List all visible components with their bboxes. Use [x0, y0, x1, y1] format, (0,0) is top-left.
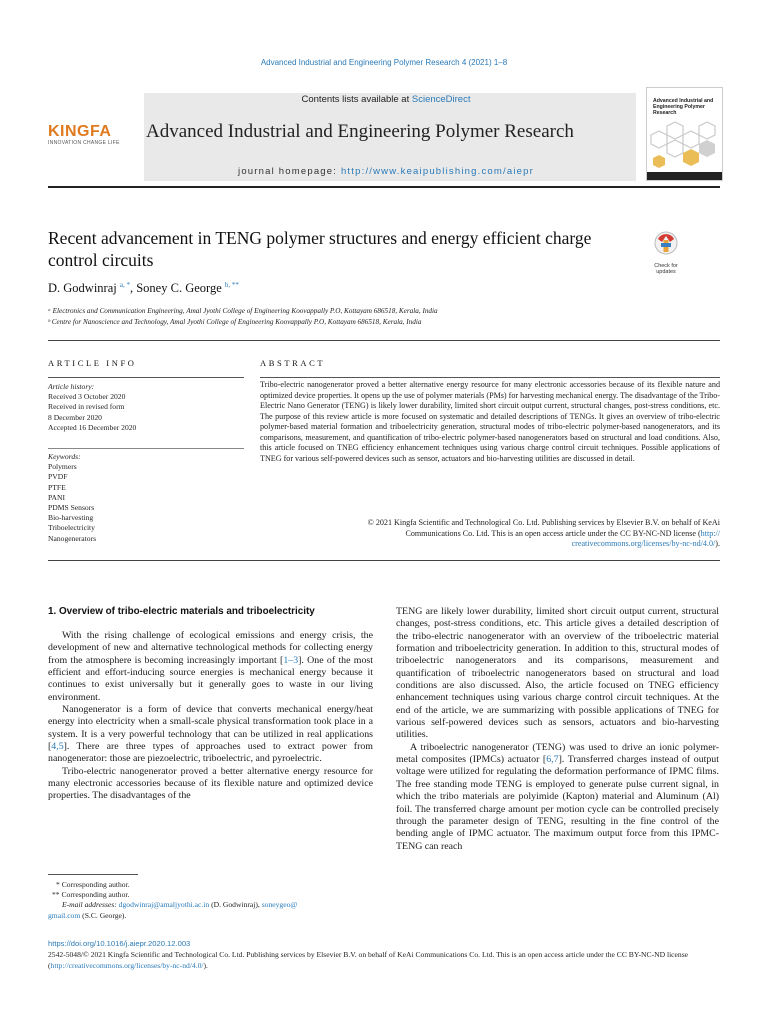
title-rule: [48, 340, 720, 341]
author-name[interactable]: Soney C. George: [136, 281, 222, 295]
citation-link[interactable]: 6,7: [546, 754, 559, 766]
keywords-label: Keywords:: [48, 452, 81, 461]
copyright-end: ).: [715, 539, 720, 549]
abstract-bottom-rule: [48, 560, 720, 561]
copyright-line-3: [260, 539, 720, 550]
logo-name: KINGFA: [48, 123, 112, 140]
body-column-right: [396, 606, 719, 853]
copyright-text: Communications Co. Ltd. This is an open access article under the CC BY-NC-ND license (: [405, 528, 701, 538]
keyword: PVDF: [48, 472, 68, 482]
citation-link[interactable]: 4,5: [51, 741, 64, 753]
contents-line: [144, 94, 628, 105]
homepage-prefix: journal homepage:: [238, 166, 341, 177]
keyword: PANI: [48, 492, 66, 502]
article-info-rule: [48, 377, 244, 378]
author-separator: ,: [129, 281, 137, 295]
journal-reference[interactable]: Advanced Industrial and Engineering Polymer Research 4 (2021) 1–8: [260, 58, 508, 67]
footnote: ** Corresponding author.: [52, 890, 130, 900]
affiliation-a: ᵃ Electronics and Communication Engineering, Amal Jyothi College of Engineering Koovappally P.O, Kottayam 686518, Kerala, India: [48, 307, 438, 315]
copyright-line-1: © 2021 Kingfa Scientific and Technological Co. Ltd. Publishing services by Elsevier B.V. on behalf of KeAi: [367, 518, 720, 527]
citation-link[interactable]: 1–3: [283, 654, 299, 666]
history-line: Received 3 October 2020: [48, 392, 126, 402]
article-info-heading: ARTICLE INFO: [48, 358, 137, 368]
cover-hexagon-graphic: [647, 88, 722, 180]
email-link[interactable]: soneygeo@: [261, 900, 298, 910]
author-affiliation-mark[interactable]: b, **: [224, 281, 239, 289]
author-list: [48, 281, 239, 296]
logo-tagline: INNOVATION CHANGE LIFE: [48, 140, 120, 146]
journal-cover-thumbnail[interactable]: [646, 87, 723, 181]
doi-link[interactable]: https://doi.org/10.1016/j.aiepr.2020.12.003: [48, 939, 191, 948]
body-paragraph: Tribo-electric nanogenerator proved a better alternative energy resource for many electronic accessories because of its flexible nature and optimized device properties. The disadvantages of the: [48, 765, 373, 802]
email-label: E-mail addresses:: [62, 900, 119, 910]
keywords-rule: [48, 448, 244, 449]
journal-title: Advanced Industrial and Engineering Polymer Research: [146, 121, 574, 142]
license-link[interactable]: http://: [700, 528, 720, 538]
header-rule: [48, 186, 720, 188]
email-link[interactable]: dgodwinraj@amaljyothi.ac.in: [118, 900, 210, 910]
issn-license-line: [48, 950, 720, 971]
text: With the rising challenge of ecological emissions and energy crisis, the development of new and alternative technological methods for collecting energy from the atmosphere is becoming increasingly important [: [48, 630, 373, 666]
author-affiliation-mark[interactable]: a, *: [119, 281, 130, 289]
affiliations: [48, 306, 438, 328]
footnotes: [48, 880, 373, 921]
email-name: (D. Godwinraj),: [209, 900, 262, 910]
issn-text: 2542-5048/© 2021 Kingfa Scientific and Technological Co. Ltd. Publishing services by Elsevier B.V. on behalf of KeAi Communications Co. Ltd. This is an open access article under the CC BY-NC-ND license (: [48, 950, 689, 970]
text: Nanogenerator is a form of device that converts mechanical energy/heat energy into electricity when a small-scale physical transformation took place in a system. It is a very powerful technology that can be utilized in real applications [: [48, 704, 373, 753]
keyword: Bio-harvesting: [48, 513, 94, 523]
history-line: Received in revised form: [48, 402, 125, 412]
crossmark-label-2: updates: [656, 269, 676, 275]
keyword: PDMS Sensors: [48, 503, 95, 513]
paper-title: Recent advancement in TENG polymer structures and energy efficient charge control circuits: [48, 228, 592, 270]
email-footnote: [48, 900, 373, 910]
kingfa-logo: [48, 124, 138, 154]
abstract-text: Tribo-electric nanogenerator proved a better alternative energy resource for many electronic accessories because of its flexible nature and optimized device properties. It opens up the use of polymer materials (PMs) for harvesting mechanical energy. The disadvantage of the Tribo-Electric Nano Generator (TENG) is likely lower durability, limited short circuit output current, structural changes, post-stress conditions, etc. The purpose of this review article is more focused on systematic and detailed descriptions of TENGs. It gives an overview of tribo-electric polymer-based material formation and triboelectricity generation, structural modes of tribo-electric polymer-based nanogenerators, and its comparisons, measurement, and quantification of tribo-electric polymer-based nanogenerators based on structural and load conditions. Also, this article focused on TNEG efficiency enhancement techniques using various charge control circuit techniques. Possible applications of TNEG for various self-powered devices such as sensor, actuators and bio-harvesting utilities are discussed in detail.: [260, 380, 720, 463]
keyword: Triboelectricity: [48, 523, 95, 533]
section-1-heading: 1. Overview of tribo-electric materials and triboelectricity: [48, 606, 315, 617]
footnote-rule: [48, 874, 138, 875]
email-link[interactable]: gmail.com: [48, 910, 81, 920]
crossmark-label-1: Check for: [654, 263, 678, 269]
check-for-updates-badge[interactable]: [646, 230, 686, 275]
abstract-heading: ABSTRACT: [260, 358, 326, 368]
keyword: PTFE: [48, 482, 66, 492]
text: ]. Transferred charges instead of output voltage were utilized for regulating the deformation performance of IPMC films. The free standing mode TENG is employed to generate pulse current signal, in which the tribo materials are polyimide (Kapton) material and Aluminum (Al) foil. The transferred charge amount per motion cycle can be controlled precisely through the parameter design of TENG, resulting in the fine control of the bending angle of IPMC actuator. The maximum output force from this IPMC-TENG can reach: [396, 754, 719, 852]
issn-end: ).: [203, 960, 208, 970]
license-link[interactable]: http://creativecommons.org/licenses/by-nc-nd/4.0/: [50, 960, 204, 970]
abstract-rule: [260, 377, 720, 378]
body-paragraph: [396, 742, 719, 853]
text: ]. There are three types of approaches used to extract power from nanogenerator: those are piezoelectric, triboelectric, and pyroelectric.: [48, 741, 373, 765]
copyright-line-2: [260, 529, 720, 540]
author-name[interactable]: D. Godwinraj: [48, 281, 117, 295]
journal-homepage: [144, 166, 628, 177]
contents-prefix: Contents lists available at: [301, 94, 412, 105]
license-link[interactable]: creativecommons.org/licenses/by-nc-nd/4.0/: [571, 539, 716, 549]
homepage-link[interactable]: http://www.keaipublishing.com/aiepr: [340, 166, 534, 177]
keyword: Nanogenerators: [48, 533, 97, 543]
body-paragraph: TENG are likely lower durability, limited short circuit output current, structural changes, post-stress conditions, etc. This article gives a detailed description of the tribo-electric nanogenerator with an overview of the triboelectric material formation and triboelectricity generation. In addition to this, structural modes of triboelectric nanogenerators and its comparisons, measurement and quantification of triboelectric nanogenerators based on structural and load conditions are also discussed. Also, the article focused on TNEG efficiency enhancement techniques using various charge control circuit techniques. At the end of the article, we are summarizing with possible applications of TNEG for various self-powered devices such as sensors, actuators and bio-harvesting utilities.: [396, 606, 719, 741]
history-label: Article history:: [48, 382, 95, 391]
sciencedirect-link[interactable]: ScienceDirect: [411, 94, 471, 105]
body-paragraph: [48, 630, 373, 704]
history-line: 8 December 2020: [48, 412, 102, 422]
footnote: * Corresponding author.: [56, 880, 130, 889]
text: A triboelectric nanogenerator (TENG) was used to drive an ionic polymer-metal composites (IPMCs) actuator [: [396, 741, 719, 766]
article-history: [48, 382, 244, 433]
body-column-left: [48, 630, 373, 803]
affiliation-b: ᵇ Centre for Nanoscience and Technology, Amal Jyothi College of Engineering Koovappally P.O, Kottayam 686518, Kerala, India: [48, 318, 422, 326]
body-paragraph: [48, 704, 373, 766]
email-name: (S.C. George).: [80, 910, 127, 920]
crossmark-icon: [646, 230, 686, 258]
email-footnote-cont: [48, 911, 373, 921]
keywords-list: [48, 452, 244, 544]
history-line: Accepted 16 December 2020: [48, 422, 137, 432]
cover-title: Advanced Industrial and Engineering Polymer Research: [653, 98, 714, 116]
text: ]. One of the most efficient and effort-inducing source energies is mechanical energy because it continues to exist universally but it generally goes to waste in our living environment.: [48, 654, 373, 703]
abstract-copyright: [260, 518, 720, 550]
keyword: Polymers: [48, 462, 77, 472]
